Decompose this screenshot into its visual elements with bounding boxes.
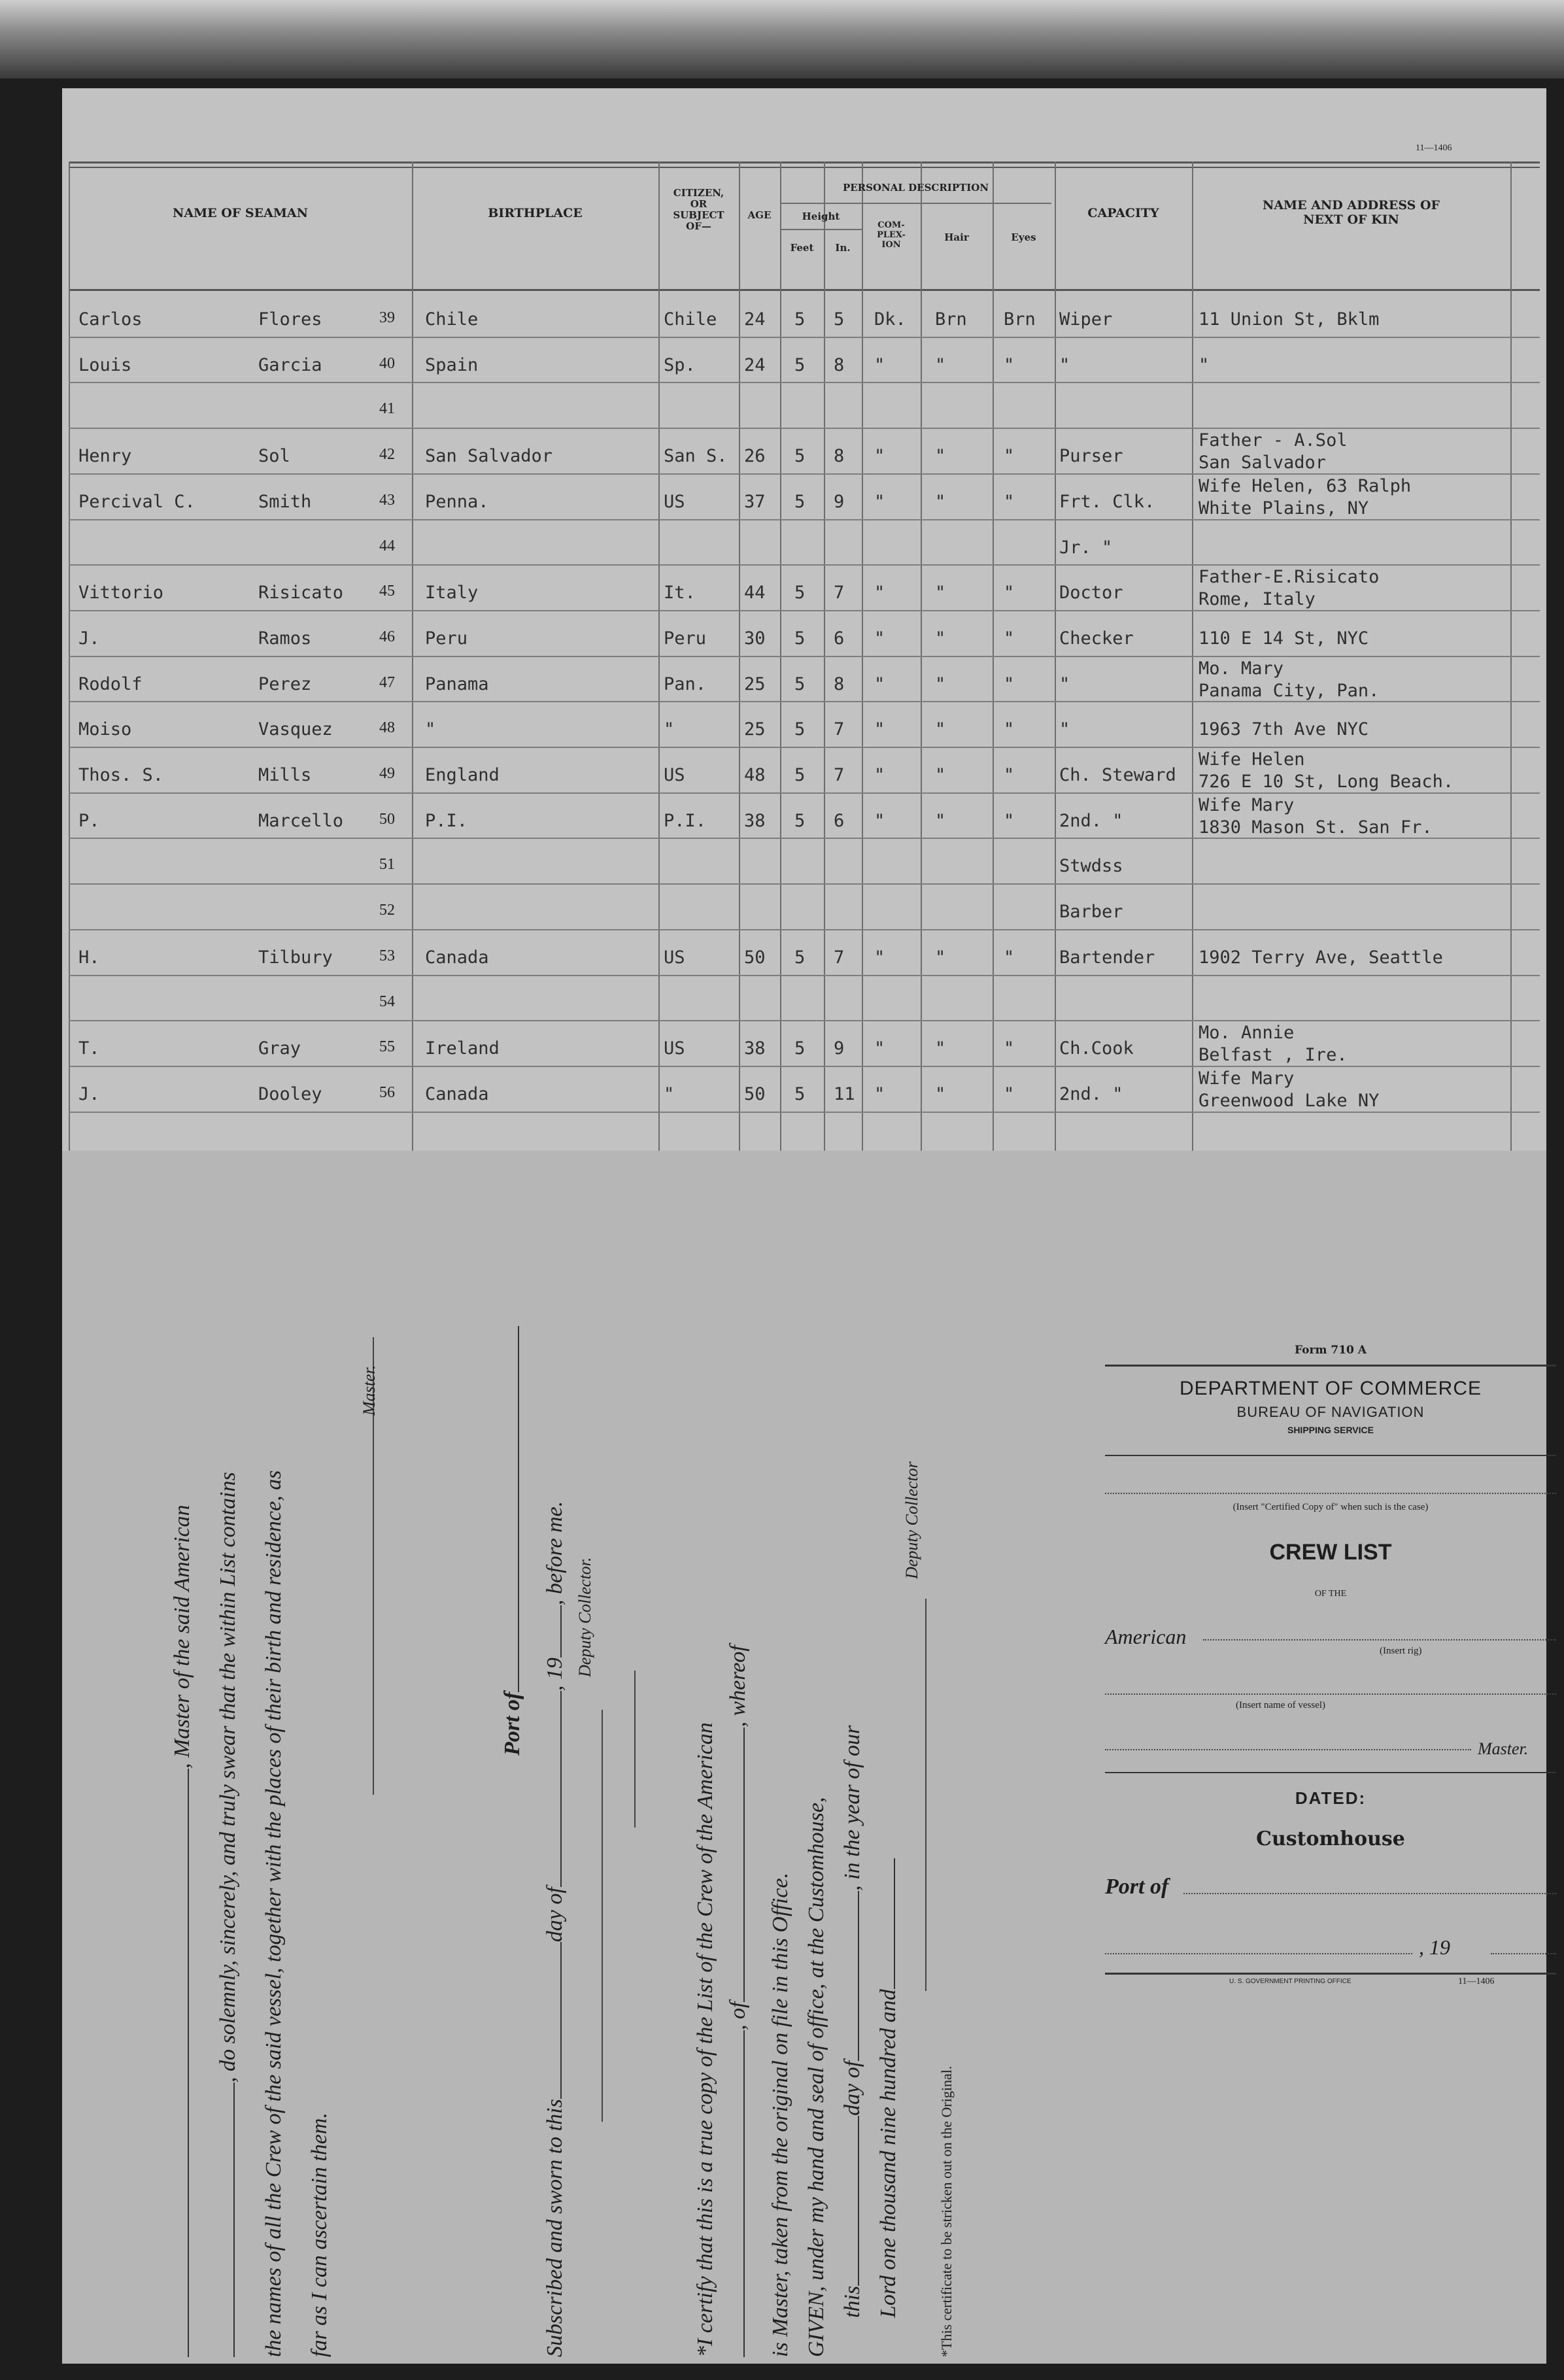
cell-kin-line-2: Rome, Italy bbox=[1198, 589, 1316, 610]
cell-eyes: " bbox=[1004, 810, 1015, 831]
cell-age: 44 bbox=[744, 583, 766, 604]
cell-last: Vasquez bbox=[258, 719, 333, 740]
cell-age: 24 bbox=[744, 354, 766, 375]
cell-first: Henry bbox=[78, 446, 132, 467]
cell-kin-line-2: Greenwood Lake NY bbox=[1198, 1090, 1380, 1111]
cert-day-of: day of bbox=[840, 2060, 864, 2116]
header-eyes: Eyes bbox=[1011, 231, 1036, 243]
cell-citizen: US bbox=[664, 491, 685, 512]
cell-last: Dooley bbox=[258, 1083, 322, 1104]
cell-hair: " bbox=[935, 765, 946, 785]
cell-feet: 5 bbox=[794, 947, 806, 968]
cell-eyes: " bbox=[1004, 491, 1015, 512]
cell-capacity: Bartender bbox=[1059, 947, 1155, 968]
cell-citizen: " bbox=[664, 1083, 675, 1104]
cell-last: Ramos bbox=[258, 628, 312, 649]
cell-hair: " bbox=[935, 583, 946, 604]
cell-inches: 7 bbox=[834, 583, 845, 604]
cell-kin-line-2: White Plains, NY bbox=[1198, 498, 1369, 518]
header-hair: Hair bbox=[944, 231, 969, 243]
cell-eyes: " bbox=[1004, 765, 1015, 785]
cell-first: H. bbox=[78, 947, 100, 968]
cell-eyes: " bbox=[1004, 947, 1015, 968]
cert-in-year: , in the year of our bbox=[840, 1725, 864, 1891]
cert-lord: Lord one thousand nine hundred and bbox=[876, 1989, 900, 2318]
cell-age: 50 bbox=[744, 947, 766, 968]
cert-this: this bbox=[840, 2285, 864, 2318]
row-number: 52 bbox=[379, 902, 395, 919]
cell-kin-line-1: Wife Mary bbox=[1198, 1068, 1295, 1089]
cell-kin-line-2: Belfast , Ire. bbox=[1198, 1045, 1348, 1066]
cell-citizen: It. bbox=[664, 583, 696, 604]
cell-capacity: 2nd. " bbox=[1059, 1083, 1123, 1104]
oath-line-2: , do solemnly, sincerely, and truly swear that the within List contains bbox=[216, 1472, 240, 2082]
cell-kin-line-2: 1830 Mason St. San Fr. bbox=[1198, 817, 1433, 838]
cell-capacity: Frt. Clk. bbox=[1059, 491, 1155, 512]
form-of-the: OF THE bbox=[1314, 1589, 1347, 1599]
cell-citizen: San S. bbox=[664, 446, 728, 467]
cell-kin-line-1: Mo. Annie bbox=[1198, 1023, 1295, 1044]
cell-capacity: Jr. " bbox=[1059, 537, 1113, 558]
cell-inches: 8 bbox=[834, 446, 845, 467]
cell-kin-line-1: 110 E 14 St, NYC bbox=[1198, 628, 1369, 649]
cell-citizen: Peru bbox=[664, 628, 707, 649]
cell-age: 25 bbox=[744, 673, 766, 694]
row-number: 45 bbox=[379, 583, 395, 600]
cell-kin-line-1: 1963 7th Ave NYC bbox=[1198, 719, 1369, 740]
header-complexion: COM- PLEX- ION bbox=[877, 220, 906, 250]
cell-birthplace: San Salvador bbox=[425, 446, 553, 467]
cell-hair: " bbox=[935, 810, 946, 831]
cell-citizen: US bbox=[664, 1038, 685, 1059]
cell-complexion: " bbox=[874, 947, 885, 968]
row-number: 53 bbox=[379, 947, 395, 964]
cell-first: Louis bbox=[78, 354, 132, 375]
cell-last: Marcello bbox=[258, 810, 344, 831]
row-number: 42 bbox=[379, 446, 395, 464]
form-department: DEPARTMENT OF COMMERCE bbox=[1179, 1378, 1482, 1399]
form-customhouse: Customhouse bbox=[1256, 1828, 1405, 1850]
cell-birthplace: Spain bbox=[425, 354, 479, 375]
cell-inches: 9 bbox=[834, 1038, 845, 1059]
cell-feet: 5 bbox=[794, 491, 806, 512]
cell-age: 24 bbox=[744, 309, 766, 330]
cell-first: J. bbox=[78, 628, 100, 649]
scanner-edge bbox=[0, 0, 1564, 78]
cell-hair: " bbox=[935, 446, 946, 467]
cell-first: Thos. S. bbox=[78, 765, 164, 785]
cell-capacity: Purser bbox=[1059, 446, 1123, 467]
cell-first: Moiso bbox=[78, 719, 132, 740]
header-next-of-kin: NAME AND ADDRESS OF NEXT OF KIN bbox=[1262, 198, 1440, 227]
cert-of: , of bbox=[726, 2001, 750, 2030]
cell-citizen: " bbox=[664, 719, 675, 740]
cell-feet: 5 bbox=[794, 810, 806, 831]
cell-last: Garcia bbox=[258, 354, 322, 375]
cell-feet: 5 bbox=[794, 354, 806, 375]
cell-inches: 7 bbox=[834, 719, 845, 740]
cert-deputy-collector: Deputy Collector bbox=[902, 1461, 921, 1579]
row-number: 51 bbox=[379, 856, 395, 874]
form-insert-vessel: (Insert name of vessel) bbox=[1236, 1700, 1326, 1710]
cell-feet: 5 bbox=[794, 673, 806, 694]
cell-hair: " bbox=[935, 628, 946, 649]
row-number: 49 bbox=[379, 765, 395, 782]
cell-hair: " bbox=[935, 719, 946, 740]
row-number: 56 bbox=[379, 1083, 395, 1101]
cell-citizen: Sp. bbox=[664, 354, 696, 375]
cell-feet: 5 bbox=[794, 1038, 806, 1059]
cell-complexion: " bbox=[874, 765, 885, 785]
cell-inches: 9 bbox=[834, 491, 845, 512]
cell-eyes: Brn bbox=[1004, 309, 1036, 330]
cell-citizen: Chile bbox=[664, 309, 717, 330]
header-inches: In. bbox=[835, 242, 851, 254]
cell-complexion: Dk. bbox=[874, 309, 906, 330]
cell-last: Mills bbox=[258, 765, 312, 785]
cell-last: Flores bbox=[258, 309, 322, 330]
oath-day-of: day of bbox=[543, 1887, 567, 1943]
cell-eyes: " bbox=[1004, 446, 1015, 467]
cert-line-1: *I certify that this is a true copy of the List of the Crew of the American bbox=[693, 1722, 717, 2357]
cell-kin-line-1: Father-E.Risicato bbox=[1198, 567, 1380, 588]
cell-birthplace: Italy bbox=[425, 583, 479, 604]
cell-capacity: Stwdss bbox=[1059, 856, 1123, 877]
cell-kin-line-2: 726 E 10 St, Long Beach. bbox=[1198, 772, 1454, 792]
cell-kin-line-1: Father - A.Sol bbox=[1198, 430, 1348, 451]
form-port-of: Port of bbox=[1105, 1875, 1169, 1899]
cell-hair: " bbox=[935, 491, 946, 512]
oath-year-19: , 19 bbox=[543, 1658, 567, 1692]
row-number: 41 bbox=[379, 400, 395, 418]
cert-footnote: *This certificate to be stricken out on the Original. bbox=[938, 2066, 955, 2357]
cell-age: 26 bbox=[744, 446, 766, 467]
header-height: Height bbox=[802, 211, 840, 222]
cell-inches: 8 bbox=[834, 673, 845, 694]
cert-given: GIVEN, under my hand and seal of office, at the Customhouse, bbox=[804, 1797, 828, 2357]
header-name-of-seaman: NAME OF SEAMAN bbox=[173, 206, 308, 220]
cell-complexion: " bbox=[874, 354, 885, 375]
cell-capacity: Ch. Steward bbox=[1059, 765, 1176, 785]
row-number: 40 bbox=[379, 354, 395, 372]
row-number: 44 bbox=[379, 537, 395, 554]
cell-first: P. bbox=[78, 810, 100, 831]
cell-inches: 6 bbox=[834, 810, 845, 831]
cell-citizen: Pan. bbox=[664, 673, 707, 694]
cell-capacity: " bbox=[1059, 354, 1070, 375]
cell-eyes: " bbox=[1004, 354, 1015, 375]
cell-complexion: " bbox=[874, 1083, 885, 1104]
oath-master-label: Master. bbox=[360, 1365, 379, 1416]
cell-age: 50 bbox=[744, 1083, 766, 1104]
row-number: 47 bbox=[379, 673, 395, 691]
cell-birthplace: Canada bbox=[425, 1083, 489, 1104]
cell-age: 30 bbox=[744, 628, 766, 649]
oath-before-me: , before me. bbox=[543, 1501, 567, 1606]
cell-last: Tilbury bbox=[258, 947, 333, 968]
cell-birthplace: Ireland bbox=[425, 1038, 500, 1059]
cell-feet: 5 bbox=[794, 583, 806, 604]
cell-feet: 5 bbox=[794, 446, 806, 467]
cell-first: Carlos bbox=[78, 309, 143, 330]
header-age: AGE bbox=[747, 209, 772, 221]
row-number: 46 bbox=[379, 628, 395, 645]
crew-table bbox=[69, 143, 1540, 1234]
cell-eyes: " bbox=[1004, 628, 1015, 649]
corner-code: 11—1406 bbox=[1416, 143, 1452, 153]
cell-complexion: " bbox=[874, 446, 885, 467]
cell-complexion: " bbox=[874, 719, 885, 740]
cell-inches: 7 bbox=[834, 947, 845, 968]
cell-capacity: " bbox=[1059, 719, 1070, 740]
cell-hair: " bbox=[935, 354, 946, 375]
cell-kin-line-2: San Salvador bbox=[1198, 452, 1327, 473]
cell-capacity: Ch.Cook bbox=[1059, 1038, 1134, 1059]
oath-deputy-collector: Deputy Collector. bbox=[575, 1557, 594, 1677]
cell-capacity: Doctor bbox=[1059, 583, 1123, 604]
cell-inches: 11 bbox=[834, 1083, 855, 1104]
cell-complexion: " bbox=[874, 583, 885, 604]
header-personal-description: PERSONAL DESCRIPTION bbox=[842, 182, 989, 194]
cell-complexion: " bbox=[874, 1038, 885, 1059]
cell-citizen: US bbox=[664, 765, 685, 785]
cell-eyes: " bbox=[1004, 673, 1015, 694]
cell-feet: 5 bbox=[794, 719, 806, 740]
form-year-19: , 19 bbox=[1419, 1935, 1450, 1959]
cell-hair: " bbox=[935, 1038, 946, 1059]
header-birthplace: BIRTHPLACE bbox=[488, 206, 583, 220]
cell-last: Smith bbox=[258, 491, 312, 512]
cell-capacity: Barber bbox=[1059, 902, 1123, 923]
cell-capacity: Wiper bbox=[1059, 309, 1113, 330]
cell-kin-line-1: " bbox=[1198, 354, 1210, 375]
cell-eyes: " bbox=[1004, 1038, 1015, 1059]
oath-port-label: Port of bbox=[500, 1692, 524, 1756]
cell-complexion: " bbox=[874, 491, 885, 512]
row-number: 48 bbox=[379, 719, 395, 737]
cell-last: Perez bbox=[258, 673, 312, 694]
cell-complexion: " bbox=[874, 810, 885, 831]
cell-hair: " bbox=[935, 673, 946, 694]
cell-complexion: " bbox=[874, 673, 885, 694]
header-citizen: CITIZEN, OR SUBJECT OF— bbox=[673, 187, 724, 232]
oath-subscribed: Subscribed and sworn to this bbox=[543, 2099, 567, 2357]
cell-age: 25 bbox=[744, 719, 766, 740]
cell-capacity: 2nd. " bbox=[1059, 810, 1123, 831]
header-feet: Feet bbox=[790, 242, 814, 254]
oath-line-4: far as I can ascertain them. bbox=[307, 2113, 332, 2357]
cell-eyes: " bbox=[1004, 1083, 1015, 1104]
cell-birthplace: Panama bbox=[425, 673, 489, 694]
oath-line-1: , Master of the said American bbox=[170, 1504, 194, 1769]
cell-birthplace: " bbox=[425, 719, 436, 740]
cell-first: T. bbox=[78, 1038, 100, 1059]
cell-birthplace: Chile bbox=[425, 309, 479, 330]
cell-eyes: " bbox=[1004, 719, 1015, 740]
cell-kin-line-1: Wife Mary bbox=[1198, 794, 1295, 815]
form-master: Master. bbox=[1478, 1739, 1529, 1758]
form-number: Form 710 A bbox=[1295, 1344, 1367, 1357]
cert-whereof: , whereof bbox=[726, 1645, 750, 1727]
row-number: 50 bbox=[379, 810, 395, 828]
form-title: CREW LIST bbox=[1269, 1540, 1392, 1565]
cell-inches: 8 bbox=[834, 354, 845, 375]
crew-list-form bbox=[1105, 1344, 1556, 2200]
cell-kin-line-1: 11 Union St, Bklm bbox=[1198, 309, 1380, 330]
cell-last: Risicato bbox=[258, 583, 344, 604]
row-number: 43 bbox=[379, 491, 395, 509]
cell-last: Sol bbox=[258, 446, 290, 467]
cell-kin-line-1: 1902 Terry Ave, Seattle bbox=[1198, 947, 1443, 968]
cell-capacity: Checker bbox=[1059, 628, 1134, 649]
cell-hair: " bbox=[935, 1083, 946, 1104]
cell-first: Vittorio bbox=[78, 583, 164, 604]
cell-last: Gray bbox=[258, 1038, 301, 1059]
form-bureau: BUREAU OF NAVIGATION bbox=[1236, 1404, 1425, 1420]
cell-birthplace: England bbox=[425, 765, 500, 785]
form-dated: DATED: bbox=[1295, 1788, 1367, 1808]
cell-inches: 6 bbox=[834, 628, 845, 649]
cell-hair: " bbox=[935, 947, 946, 968]
cell-complexion: " bbox=[874, 628, 885, 649]
cell-first: Rodolf bbox=[78, 673, 143, 694]
cell-age: 37 bbox=[744, 491, 766, 512]
row-number: 54 bbox=[379, 993, 395, 1010]
cell-birthplace: Penna. bbox=[425, 491, 489, 512]
cell-birthplace: Peru bbox=[425, 628, 468, 649]
crew-list-sheet bbox=[62, 88, 1546, 2364]
cell-kin-line-1: Wife Helen, 63 Ralph bbox=[1198, 475, 1412, 496]
cell-age: 38 bbox=[744, 810, 766, 831]
cell-inches: 7 bbox=[834, 765, 845, 785]
cert-line-2: is Master, taken from the original on file in this Office. bbox=[768, 1872, 792, 2357]
form-code: 11—1406 bbox=[1458, 1977, 1495, 1986]
cell-citizen: P.I. bbox=[664, 810, 707, 831]
oath-certificate-block bbox=[144, 1311, 1007, 2357]
cell-first: Percival C. bbox=[78, 491, 196, 512]
cell-age: 48 bbox=[744, 765, 766, 785]
cell-kin-line-1: Wife Helen bbox=[1198, 749, 1305, 770]
cell-capacity: " bbox=[1059, 673, 1070, 694]
cell-birthplace: P.I. bbox=[425, 810, 468, 831]
cell-birthplace: Canada bbox=[425, 947, 489, 968]
row-number: 39 bbox=[379, 309, 395, 326]
header-capacity: CAPACITY bbox=[1087, 206, 1159, 220]
form-insert-rig: (Insert rig) bbox=[1380, 1646, 1422, 1656]
cell-feet: 5 bbox=[794, 1083, 806, 1104]
cell-kin-line-1: Mo. Mary bbox=[1198, 658, 1284, 679]
row-number: 55 bbox=[379, 1038, 395, 1056]
cell-inches: 5 bbox=[834, 309, 845, 330]
cell-citizen: US bbox=[664, 947, 685, 968]
oath-line-3: the names of all the Crew of the said vessel, together with the places of their birth and residence, as bbox=[262, 1470, 286, 2357]
cell-hair: Brn bbox=[935, 309, 967, 330]
form-american: American bbox=[1105, 1625, 1187, 1648]
form-insert-certified: (Insert "Certified Copy of" when such is the case) bbox=[1232, 1502, 1429, 1512]
cell-feet: 5 bbox=[794, 765, 806, 785]
cell-first: J. bbox=[78, 1083, 100, 1104]
cell-kin-line-2: Panama City, Pan. bbox=[1198, 680, 1380, 701]
form-printer: U. S. GOVERNMENT PRINTING OFFICE bbox=[1229, 1978, 1352, 1985]
cell-feet: 5 bbox=[794, 628, 806, 649]
cell-age: 38 bbox=[744, 1038, 766, 1059]
cell-eyes: " bbox=[1004, 583, 1015, 604]
form-service: SHIPPING SERVICE bbox=[1287, 1425, 1374, 1435]
cell-feet: 5 bbox=[794, 309, 806, 330]
